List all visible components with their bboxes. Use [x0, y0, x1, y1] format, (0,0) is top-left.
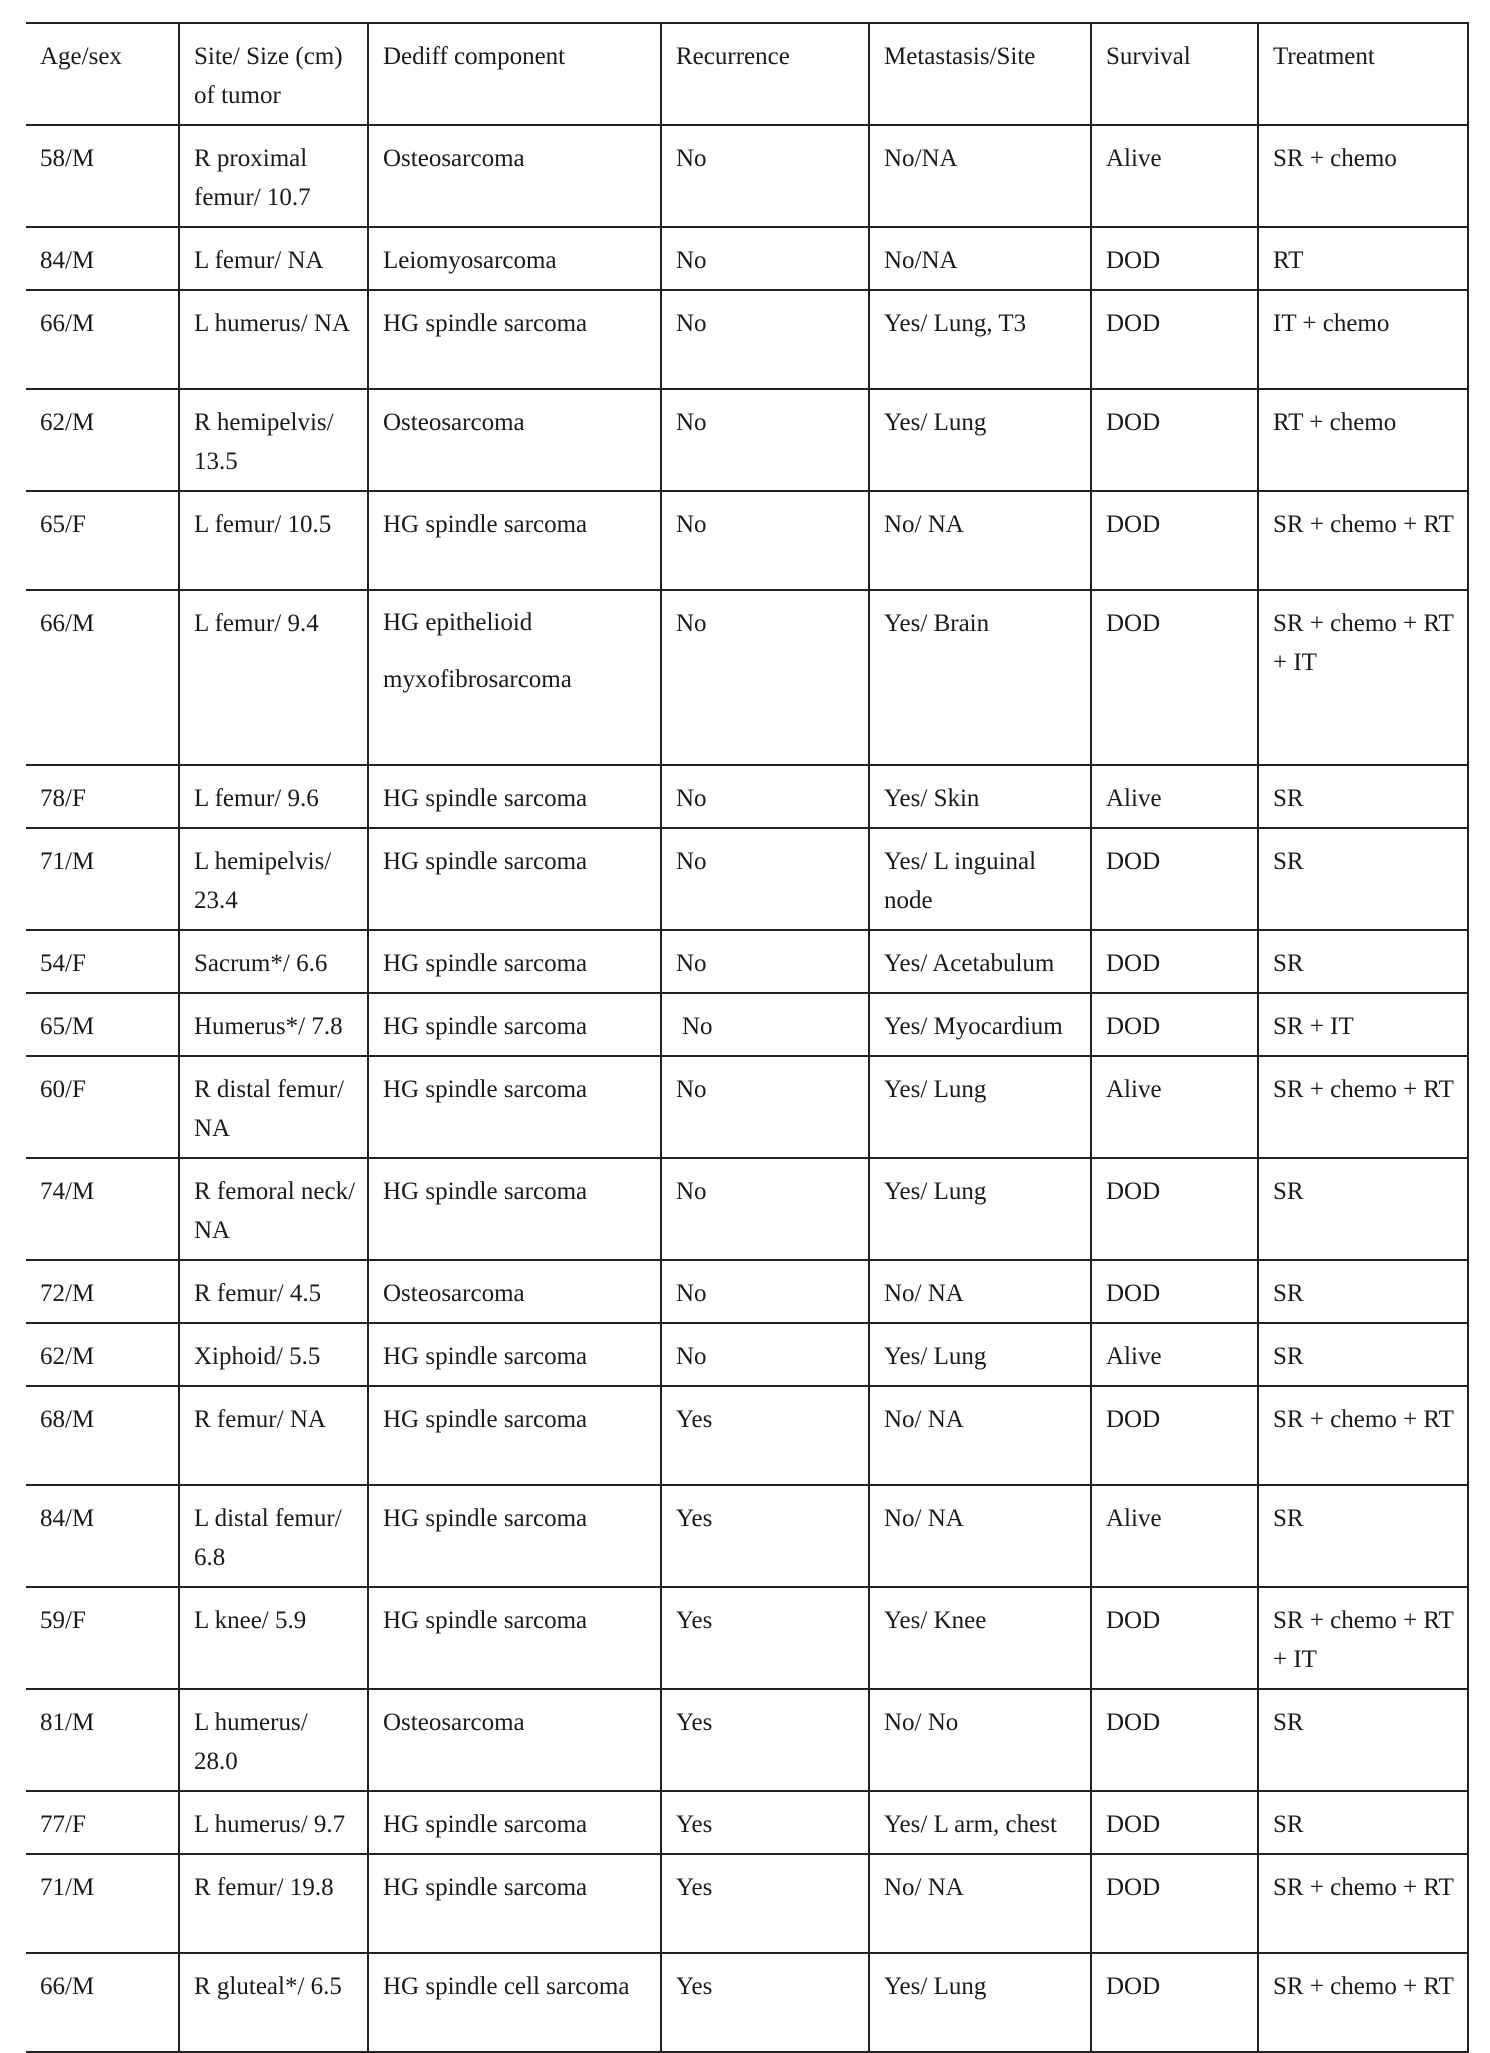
table-row — [26, 1323, 1468, 1386]
cell-survival: Alive — [1091, 1485, 1258, 1587]
cell-age-sex: 62/M — [26, 1323, 179, 1386]
cell-metastasis-site: Yes/ L arm, chest — [869, 1791, 1091, 1854]
cell-age-sex: 68/M — [26, 1386, 179, 1485]
cell-site-size: L humerus/ NA — [179, 290, 368, 389]
cell-dediff-component: HG spindle sarcoma — [368, 491, 661, 590]
cell-recurrence: Yes — [661, 1791, 869, 1854]
table-row — [26, 1689, 1468, 1791]
header-recurrence: Recurrence — [661, 23, 869, 125]
cell-recurrence: No — [661, 828, 869, 930]
cell-site-size: L femur/ NA — [179, 227, 368, 290]
cell-treatment: RT — [1258, 227, 1468, 290]
header-dediff-component: Dediff component — [368, 23, 661, 125]
cell-site-size: R femur/ 19.8 — [179, 1854, 368, 1953]
cell-survival: DOD — [1091, 290, 1258, 389]
cell-age-sex: 71/M — [26, 828, 179, 930]
cell-treatment: SR + IT — [1258, 993, 1468, 1056]
cell-survival: Alive — [1091, 765, 1258, 828]
cell-age-sex: 84/M — [26, 227, 179, 290]
cell-dediff-component: HG spindle sarcoma — [368, 765, 661, 828]
header-treatment: Treatment — [1258, 23, 1468, 125]
cell-dediff-component: HG epithelioid myxofibrosarcoma — [368, 590, 661, 765]
cell-metastasis-site: Yes/ Lung — [869, 1323, 1091, 1386]
cell-dediff-component: Leiomyosarcoma — [368, 227, 661, 290]
cell-metastasis-site: Yes/ Brain — [869, 590, 1091, 765]
header-site-size: Site/ Size (cm) of tumor — [179, 23, 368, 125]
cell-age-sex: 72/M — [26, 1260, 179, 1323]
cell-age-sex: 74/M — [26, 1158, 179, 1260]
cell-recurrence: Yes — [661, 1953, 869, 2052]
cell-recurrence: No — [661, 930, 869, 993]
cropped-caption-fragment — [26, 0, 1464, 8]
cell-survival: DOD — [1091, 1854, 1258, 1953]
cell-age-sex: 78/F — [26, 765, 179, 828]
table-row — [26, 491, 1468, 590]
cell-site-size: L femur/ 10.5 — [179, 491, 368, 590]
cell-age-sex: 81/M — [26, 1689, 179, 1791]
cell-survival: DOD — [1091, 1953, 1258, 2052]
cell-metastasis-site: No/NA — [869, 125, 1091, 227]
cell-age-sex: 84/M — [26, 1485, 179, 1587]
cell-survival: Alive — [1091, 125, 1258, 227]
cell-recurrence: No — [661, 993, 869, 1056]
cell-survival: DOD — [1091, 590, 1258, 765]
table-row — [26, 1953, 1468, 2052]
cell-survival: Alive — [1091, 1323, 1258, 1386]
cell-site-size: R femoral neck/ NA — [179, 1158, 368, 1260]
cell-survival: DOD — [1091, 1260, 1258, 1323]
cell-survival: DOD — [1091, 828, 1258, 930]
cell-survival: DOD — [1091, 491, 1258, 590]
patient-data-table — [26, 22, 1469, 2053]
cell-recurrence: Yes — [661, 1386, 869, 1485]
cell-dediff-component: HG spindle sarcoma — [368, 993, 661, 1056]
cell-site-size: Xiphoid/ 5.5 — [179, 1323, 368, 1386]
cell-metastasis-site: Yes/ Lung — [869, 389, 1091, 491]
cell-site-size: R femur/ NA — [179, 1386, 368, 1485]
cell-recurrence: No — [661, 1260, 869, 1323]
cell-treatment: SR + chemo — [1258, 125, 1468, 227]
cell-metastasis-site: Yes/ Lung — [869, 1953, 1091, 2052]
cell-treatment: SR — [1258, 828, 1468, 930]
cell-site-size: Humerus*/ 7.8 — [179, 993, 368, 1056]
cell-recurrence: Yes — [661, 1689, 869, 1791]
cell-survival: DOD — [1091, 227, 1258, 290]
cell-survival: DOD — [1091, 1158, 1258, 1260]
cell-site-size: L knee/ 5.9 — [179, 1587, 368, 1689]
cell-treatment: SR + chemo + RT — [1258, 1953, 1468, 2052]
cell-survival: DOD — [1091, 1587, 1258, 1689]
cell-survival: DOD — [1091, 1689, 1258, 1791]
cell-age-sex: 66/M — [26, 1953, 179, 2052]
cell-age-sex: 65/F — [26, 491, 179, 590]
cell-metastasis-site: No/ NA — [869, 1854, 1091, 1953]
cell-dediff-component: HG spindle sarcoma — [368, 1791, 661, 1854]
cell-survival: DOD — [1091, 1386, 1258, 1485]
table-row — [26, 1485, 1468, 1587]
cell-site-size: R femur/ 4.5 — [179, 1260, 368, 1323]
cell-recurrence: No — [661, 227, 869, 290]
cell-treatment: IT + chemo — [1258, 290, 1468, 389]
cell-treatment: SR + chemo + RT — [1258, 1386, 1468, 1485]
cell-dediff-component: HG spindle sarcoma — [368, 1386, 661, 1485]
cell-metastasis-site: No/ NA — [869, 491, 1091, 590]
cell-metastasis-site: Yes/ Lung — [869, 1056, 1091, 1158]
cell-recurrence: No — [661, 1158, 869, 1260]
table-row — [26, 828, 1468, 930]
cell-site-size: R gluteal*/ 6.5 — [179, 1953, 368, 2052]
cell-site-size: R proximal femur/ 10.7 — [179, 125, 368, 227]
table-row — [26, 227, 1468, 290]
cell-site-size: R hemipelvis/ 13.5 — [179, 389, 368, 491]
cell-dediff-component: Osteosarcoma — [368, 1260, 661, 1323]
cell-dediff-component: HG spindle sarcoma — [368, 1323, 661, 1386]
cell-age-sex: 71/M — [26, 1854, 179, 1953]
cell-dediff-component: HG spindle sarcoma — [368, 1854, 661, 1953]
cell-survival: DOD — [1091, 389, 1258, 491]
cell-recurrence: No — [661, 389, 869, 491]
cell-age-sex: 66/M — [26, 290, 179, 389]
table-row — [26, 1158, 1468, 1260]
table-row — [26, 1791, 1468, 1854]
cell-site-size: L femur/ 9.6 — [179, 765, 368, 828]
cell-metastasis-site: No/NA — [869, 227, 1091, 290]
cell-metastasis-site: No/ No — [869, 1689, 1091, 1791]
cell-recurrence: No — [661, 1056, 869, 1158]
cell-age-sex: 60/F — [26, 1056, 179, 1158]
cell-dediff-component: Osteosarcoma — [368, 1689, 661, 1791]
cell-dediff-component: HG spindle sarcoma — [368, 1056, 661, 1158]
cell-treatment: SR — [1258, 1158, 1468, 1260]
cell-metastasis-site: No/ NA — [869, 1386, 1091, 1485]
cell-survival: DOD — [1091, 930, 1258, 993]
cell-dediff-component: Osteosarcoma — [368, 389, 661, 491]
table-row — [26, 1056, 1468, 1158]
cell-dediff-component: HG spindle cell sarcoma — [368, 1953, 661, 2052]
cell-treatment: SR — [1258, 1323, 1468, 1386]
table-header-row — [26, 23, 1468, 125]
cell-age-sex: 77/F — [26, 1791, 179, 1854]
cell-recurrence: Yes — [661, 1485, 869, 1587]
cell-recurrence: Yes — [661, 1587, 869, 1689]
table-row — [26, 290, 1468, 389]
cell-recurrence: No — [661, 1323, 869, 1386]
cell-recurrence: No — [661, 290, 869, 389]
table-row — [26, 1587, 1468, 1689]
cell-dediff-component: HG spindle sarcoma — [368, 1587, 661, 1689]
cell-survival: Alive — [1091, 1056, 1258, 1158]
cell-treatment: SR + chemo + RT — [1258, 1056, 1468, 1158]
header-age-sex: Age/sex — [26, 23, 179, 125]
header-survival: Survival — [1091, 23, 1258, 125]
cell-treatment: SR — [1258, 1791, 1468, 1854]
cell-treatment: SR + chemo + RT — [1258, 1854, 1468, 1953]
cell-recurrence: Yes — [661, 1854, 869, 1953]
cell-site-size: R distal femur/ NA — [179, 1056, 368, 1158]
cell-site-size: L humerus/ 9.7 — [179, 1791, 368, 1854]
cell-dediff-component: HG spindle sarcoma — [368, 930, 661, 993]
cell-recurrence: No — [661, 590, 869, 765]
table-row — [26, 1260, 1468, 1323]
cell-treatment: SR — [1258, 765, 1468, 828]
cell-treatment: SR — [1258, 1260, 1468, 1323]
cell-treatment: SR + chemo + RT — [1258, 491, 1468, 590]
table-row — [26, 765, 1468, 828]
cell-treatment: SR + chemo + RT + IT — [1258, 590, 1468, 765]
cell-age-sex: 65/M — [26, 993, 179, 1056]
cell-treatment: SR — [1258, 930, 1468, 993]
cell-recurrence: No — [661, 125, 869, 227]
cell-age-sex: 62/M — [26, 389, 179, 491]
table-row — [26, 590, 1468, 765]
cell-treatment: SR — [1258, 1689, 1468, 1791]
cell-site-size: L distal femur/ 6.8 — [179, 1485, 368, 1587]
cell-metastasis-site: Yes/ Myocardium — [869, 993, 1091, 1056]
cell-treatment: RT + chemo — [1258, 389, 1468, 491]
cell-site-size: Sacrum*/ 6.6 — [179, 930, 368, 993]
cell-age-sex: 58/M — [26, 125, 179, 227]
table-row — [26, 1386, 1468, 1485]
cell-metastasis-site: No/ NA — [869, 1485, 1091, 1587]
cell-metastasis-site: Yes/ Acetabulum — [869, 930, 1091, 993]
header-metastasis-site: Metastasis/Site — [869, 23, 1091, 125]
cell-metastasis-site: Yes/ Lung, T3 — [869, 290, 1091, 389]
table-row — [26, 1854, 1468, 1953]
cell-dediff-component: HG spindle sarcoma — [368, 290, 661, 389]
table-row — [26, 389, 1468, 491]
cell-metastasis-site: Yes/ Skin — [869, 765, 1091, 828]
cell-dediff-component: HG spindle sarcoma — [368, 828, 661, 930]
cell-age-sex: 59/F — [26, 1587, 179, 1689]
cell-metastasis-site: Yes/ Knee — [869, 1587, 1091, 1689]
cell-survival: DOD — [1091, 993, 1258, 1056]
cell-treatment: SR — [1258, 1485, 1468, 1587]
cell-metastasis-site: No/ NA — [869, 1260, 1091, 1323]
cell-dediff-component: HG spindle sarcoma — [368, 1485, 661, 1587]
cell-age-sex: 66/M — [26, 590, 179, 765]
cell-site-size: L humerus/ 28.0 — [179, 1689, 368, 1791]
cell-metastasis-site: Yes/ L inguinal node — [869, 828, 1091, 930]
cell-dediff-component: HG spindle sarcoma — [368, 1158, 661, 1260]
cell-age-sex: 54/F — [26, 930, 179, 993]
cell-treatment: SR + chemo + RT + IT — [1258, 1587, 1468, 1689]
cell-survival: DOD — [1091, 1791, 1258, 1854]
cell-recurrence: No — [661, 491, 869, 590]
table-row — [26, 930, 1468, 993]
cell-metastasis-site: Yes/ Lung — [869, 1158, 1091, 1260]
cell-recurrence: No — [661, 765, 869, 828]
cell-dediff-component: Osteosarcoma — [368, 125, 661, 227]
table-row — [26, 125, 1468, 227]
cell-site-size: L femur/ 9.4 — [179, 590, 368, 765]
table-row — [26, 993, 1468, 1056]
cell-site-size: L hemipelvis/ 23.4 — [179, 828, 368, 930]
